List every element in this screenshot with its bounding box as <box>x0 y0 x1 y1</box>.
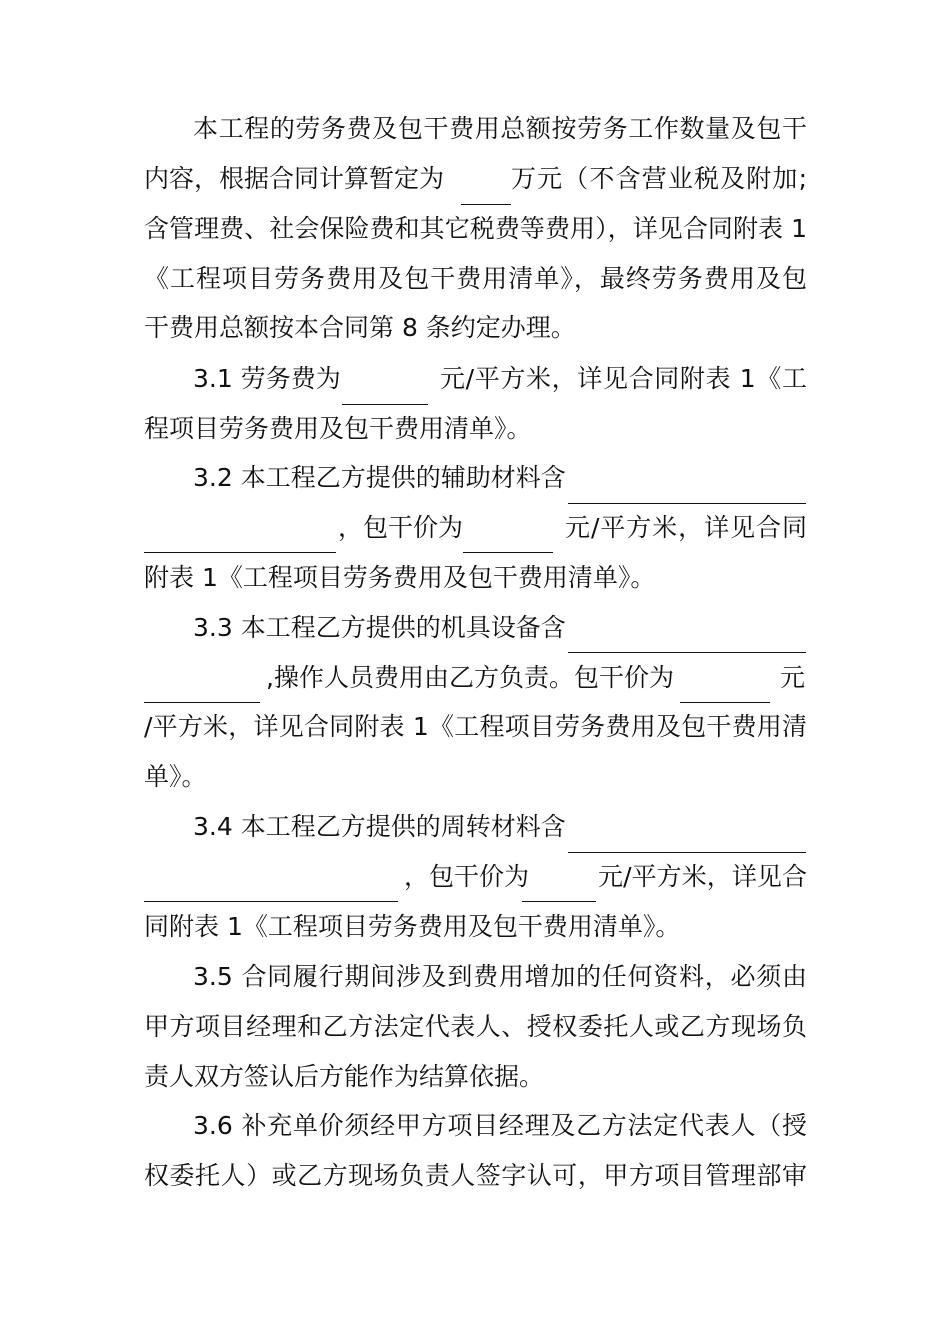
text-line: 含管理费、社会保险费和其它税费等费用），详见合同附表 1 <box>144 214 807 243</box>
text-line: 干费用总额按本合同第 8 条约定办理。 <box>144 313 576 342</box>
text-line: 3.6 补充单价须经甲方项目经理及乙方法定代表人（授 <box>193 1111 807 1140</box>
text-line: 3.5 合同履行期间涉及到费用增加的任何资料，必须由 <box>193 962 807 991</box>
blank-field[interactable] <box>568 652 806 653</box>
text-line: 万元（不含营业税及附加; <box>511 164 807 193</box>
text-line: 3.4 本工程乙方提供的周转材料含 <box>193 812 566 841</box>
text-line: 甲方项目经理和乙方法定代表人、授权委托人或乙方现场负 <box>144 1012 807 1041</box>
text-line: ,操作人员费用由乙方负责。包干价为 <box>266 663 674 692</box>
blank-field[interactable] <box>461 204 511 205</box>
text-line: 元 <box>780 663 806 692</box>
text-line: 3.3 本工程乙方提供的机具设备含 <box>193 613 566 642</box>
text-line: /平方米，详见合同附表 1《工程项目劳务费用及包干费用清 <box>144 712 807 741</box>
text-line: 责人双方签认后方能作为结算依据。 <box>144 1062 545 1091</box>
text-line: ，包干价为 <box>338 513 464 542</box>
text-line: 同附表 1《工程项目劳务费用及包干费用清单》。 <box>144 912 681 941</box>
blank-field[interactable] <box>680 702 770 703</box>
text-line: 元/平方米，详见合 <box>598 862 807 891</box>
text-line: 元/平方米，详见合同 <box>565 513 807 542</box>
text-line: 3.2 本工程乙方提供的辅助材料含 <box>193 463 566 492</box>
text-line: 权委托人）或乙方现场负责人签字认可，甲方项目管理部审 <box>144 1161 807 1190</box>
blank-field[interactable] <box>144 702 260 703</box>
text-line: 3.1 劳务费为 <box>193 364 341 393</box>
blank-field[interactable] <box>144 901 398 902</box>
blank-field[interactable] <box>568 852 806 853</box>
text-line: ，包干价为 <box>404 862 530 891</box>
text-line: 程项目劳务费用及包干费用清单》。 <box>144 414 532 443</box>
text-line: 本工程的劳务费及包干费用总额按劳务工作数量及包干 <box>193 114 807 143</box>
text-line: 元/平方米，详见合同附表 1《工 <box>440 364 807 393</box>
blank-field[interactable] <box>342 404 428 405</box>
text-line: 内容，根据合同计算暂定为 <box>144 164 445 193</box>
blank-field[interactable] <box>463 552 553 553</box>
blank-field[interactable] <box>568 503 806 504</box>
text-line: 附表 1《工程项目劳务费用及包干费用清单》。 <box>144 563 656 592</box>
blank-field[interactable] <box>522 901 596 902</box>
text-line: 《工程项目劳务费用及包干费用清单》，最终劳务费用及包 <box>144 264 807 293</box>
text-line: 单》。 <box>144 762 207 791</box>
blank-field[interactable] <box>144 552 336 553</box>
